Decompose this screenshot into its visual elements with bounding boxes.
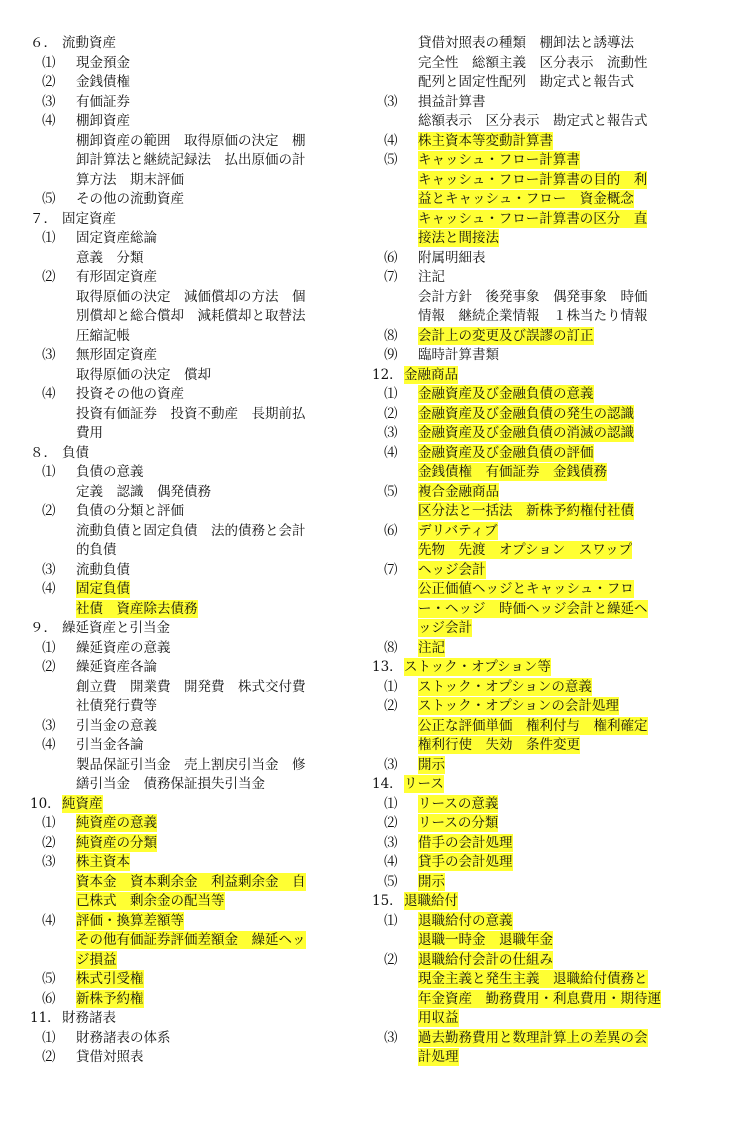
item-number: ⑴ [384, 912, 398, 929]
item-text: 権利行使 失効 条件変更 [418, 737, 580, 753]
detail-line [372, 229, 707, 249]
detail-line [372, 34, 707, 54]
item-text: 配列と固定性配列 勘定式と報告式 [418, 74, 634, 90]
detail-line [30, 327, 340, 347]
detail-line [30, 366, 340, 386]
subsection-item [30, 814, 340, 834]
item-number: 11． [30, 1010, 61, 1026]
item-text: 金銭債権 有価証券 金銭債務 [418, 464, 607, 480]
section-heading [30, 795, 340, 815]
detail-line [30, 541, 340, 561]
item-number: ⑵ [42, 269, 56, 285]
subsection-item [30, 346, 340, 366]
item-number: ⑵ [384, 815, 398, 831]
detail-line [30, 307, 340, 327]
item-text: キャッシュ・フロー計算書の目的 利 [418, 171, 648, 188]
subsection-item [372, 951, 707, 971]
item-text: 貸借対照表の種類 棚卸法と誘導法 [418, 35, 634, 51]
subsection-item [30, 112, 340, 132]
item-number: ⑸ [384, 873, 398, 890]
detail-line [30, 951, 340, 971]
detail-line [372, 931, 707, 951]
item-text: ッジ会計 [418, 620, 472, 636]
section-heading [372, 658, 707, 678]
subsection-item [30, 736, 340, 756]
subsection-item [372, 132, 707, 152]
detail-line [372, 112, 707, 132]
item-number: ⑸ [42, 971, 56, 987]
subsection-item [372, 405, 707, 425]
detail-line [372, 1009, 707, 1029]
item-text: 株式引受権 [76, 971, 144, 987]
detail-line [30, 151, 340, 171]
item-text: キャッシュ・フロー計算書 [418, 152, 580, 168]
left-column [30, 34, 340, 1068]
item-text: 計処理 [418, 1049, 459, 1065]
item-number: ⑶ [384, 425, 398, 441]
item-text: 純資産 [62, 795, 103, 812]
item-text: 投資その他の資産 [76, 386, 184, 402]
subsection-item [372, 912, 707, 932]
detail-line [30, 600, 340, 620]
item-text: 臨時計算書類 [418, 347, 499, 363]
detail-line [372, 717, 707, 737]
item-number: ⑵ [42, 1049, 56, 1065]
item-number: ⑶ [384, 93, 398, 110]
item-text: キャッシュ・フロー計算書の区分 直 [418, 210, 648, 227]
detail-line [372, 541, 707, 561]
detail-line [372, 990, 707, 1010]
item-text: 退職一時金 退職年金 [418, 932, 553, 948]
item-text: 会計上の変更及び誤謬の訂正 [418, 327, 594, 344]
item-number: ⑶ [384, 1029, 398, 1046]
item-number: ９． [30, 620, 57, 636]
item-text: 圧縮記帳 [76, 327, 130, 344]
item-text: 用収益 [418, 1010, 459, 1026]
item-text: 株主資本等変動計算書 [418, 132, 553, 149]
subsection-item [30, 54, 340, 74]
item-text: 意義 分類 [76, 249, 144, 266]
detail-line [30, 483, 340, 503]
section-heading [372, 892, 707, 912]
detail-line [30, 697, 340, 717]
section-heading [30, 210, 340, 230]
item-text: 会計方針 後発事象 偶発事象 時価 [418, 288, 648, 305]
subsection-item [372, 853, 707, 873]
item-number: ⑷ [42, 912, 56, 929]
item-text: 金融資産及び金融負債の評価 [418, 444, 594, 461]
subsection-item [30, 268, 340, 288]
item-text: 貸借対照表 [76, 1049, 144, 1065]
subsection-item [372, 346, 707, 366]
detail-line [30, 424, 340, 444]
item-number: ⑵ [42, 503, 56, 519]
item-text: 金融商品 [404, 366, 458, 383]
item-text: 繕引当金 債務保証損失引当金 [76, 776, 265, 792]
subsection-item [30, 73, 340, 93]
item-text: 繰延資産各論 [76, 659, 157, 675]
item-number: ６． [30, 35, 57, 51]
item-text: 取得原価の決定 償却 [76, 366, 211, 383]
item-text: 財務諸表 [62, 1010, 116, 1026]
subsection-item [372, 151, 707, 171]
item-text: ヘッジ会計 [418, 561, 486, 578]
subsection-item [30, 502, 340, 522]
item-text: ストック・オプションの会計処理 [418, 698, 619, 714]
item-text: 金融資産及び金融負債の消滅の認識 [418, 425, 634, 441]
item-text: 固定資産 [62, 210, 116, 227]
detail-line [372, 54, 707, 74]
subsection-item [30, 990, 340, 1010]
item-number: ⑴ [42, 464, 56, 480]
item-number: ⑷ [384, 854, 398, 870]
item-number: ⑹ [384, 249, 398, 266]
subsection-item [372, 756, 707, 776]
item-text: 年金資産 勤務費用・利息費用・期待運 [418, 990, 661, 1007]
subsection-item [372, 424, 707, 444]
detail-line [372, 171, 707, 191]
subsection-item [30, 463, 340, 483]
item-text: 社債発行費等 [76, 698, 157, 714]
item-text: 区分法と一括法 新株予約権付社債 [418, 503, 634, 519]
item-number: ⑸ [384, 483, 398, 500]
subsection-item [372, 385, 707, 405]
item-number: ⑵ [384, 405, 398, 422]
item-number: ⑷ [384, 444, 398, 461]
item-number: ⑷ [42, 737, 56, 753]
item-text: 棚卸資産の範囲 取得原価の決定 棚 [76, 132, 306, 149]
item-text: 株主資本 [76, 854, 130, 870]
item-text: 己株式 剰余金の配当等 [76, 893, 225, 909]
item-number: ⑶ [42, 93, 56, 110]
detail-line [30, 756, 340, 776]
item-number: ⑵ [42, 74, 56, 90]
item-text: 複合金融商品 [418, 483, 499, 500]
detail-line [30, 892, 340, 912]
right-column [372, 34, 707, 1068]
item-number: ⑶ [384, 834, 398, 851]
detail-line [372, 1048, 707, 1068]
item-text: 取得原価の決定 減価償却の方法 個 [76, 288, 306, 305]
item-text: 接法と間接法 [418, 230, 499, 246]
item-number: ⑴ [42, 639, 56, 656]
subsection-item [30, 912, 340, 932]
item-number: ⑺ [384, 561, 398, 578]
item-text: 引当金各論 [76, 737, 144, 753]
item-text: 的負債 [76, 542, 117, 558]
subsection-item [372, 873, 707, 893]
detail-line [30, 931, 340, 951]
subsection-item [372, 1029, 707, 1049]
subsection-item [30, 1029, 340, 1049]
detail-line [372, 307, 707, 327]
item-number: 15． [372, 893, 403, 909]
item-text: 新株予約権 [76, 990, 144, 1007]
item-text: 注記 [418, 269, 445, 285]
item-text: 開示 [418, 873, 445, 890]
item-text: 棚卸資産 [76, 113, 130, 129]
detail-line [30, 405, 340, 425]
item-text: 現金主義と発生主義 退職給付債務と [418, 971, 648, 987]
subsection-item [30, 639, 340, 659]
subsection-item [372, 639, 707, 659]
item-text: 注記 [418, 639, 445, 656]
item-text: 金融資産及び金融負債の発生の認識 [418, 405, 634, 422]
subsection-item [372, 522, 707, 542]
subsection-item [30, 834, 340, 854]
subsection-item [30, 853, 340, 873]
item-text: 損益計算書 [418, 93, 486, 110]
item-number: ⑴ [42, 230, 56, 246]
item-text: 益とキャッシュ・フロー 資金概念 [418, 191, 634, 207]
detail-line [372, 73, 707, 93]
item-text: 開示 [418, 756, 445, 773]
item-number: 13． [372, 659, 403, 675]
item-text: 公正な評価単価 権利付与 権利確定 [418, 717, 648, 734]
item-number: ⑴ [42, 54, 56, 71]
subsection-item [372, 795, 707, 815]
item-number: ⑸ [384, 152, 398, 168]
detail-line [372, 463, 707, 483]
item-number: ⑶ [42, 717, 56, 734]
item-number: ⑺ [384, 269, 398, 285]
item-number: ８． [30, 444, 57, 461]
subsection-item [372, 327, 707, 347]
item-text: その他の流動資産 [76, 191, 184, 207]
item-text: 流動負債 [76, 561, 130, 578]
item-number: ⑶ [42, 347, 56, 363]
item-text: 純資産の分類 [76, 834, 157, 851]
item-number: ⑶ [42, 561, 56, 578]
detail-line [372, 210, 707, 230]
item-text: 算方法 期末評価 [76, 171, 184, 188]
item-number: ⑴ [384, 795, 398, 812]
item-text: 資本金 資本剰余金 利益剰余金 自 [76, 873, 306, 890]
item-number: ⑴ [384, 386, 398, 402]
item-text: 引当金の意義 [76, 717, 157, 734]
subsection-item [30, 229, 340, 249]
item-text: 製品保証引当金 売上割戻引当金 修 [76, 756, 306, 773]
item-text: 無形固定資産 [76, 347, 157, 363]
item-text: 財務諸表の体系 [76, 1029, 171, 1046]
item-number: ⑹ [384, 522, 398, 539]
detail-line [30, 249, 340, 269]
item-number: ⑵ [42, 659, 56, 675]
section-heading [30, 34, 340, 54]
item-number: 12． [372, 366, 403, 383]
subsection-item [30, 658, 340, 678]
item-number: ⑵ [384, 951, 398, 968]
item-text: 退職給付の意義 [418, 912, 513, 929]
detail-line [30, 522, 340, 542]
section-heading [30, 444, 340, 464]
item-text: 公正価値ヘッジとキャッシュ・フロ [418, 581, 634, 597]
item-text: 貸手の会計処理 [418, 854, 513, 870]
item-text: 負債の意義 [76, 464, 144, 480]
item-text: 退職給付会計の仕組み [418, 951, 553, 968]
subsection-item [30, 561, 340, 581]
item-text: 固定負債 [76, 581, 130, 597]
item-text: 過去勤務費用と数理計算上の差異の会 [418, 1029, 648, 1046]
detail-line [30, 678, 340, 698]
item-text: リースの意義 [418, 795, 499, 812]
subsection-item [372, 678, 707, 698]
detail-line [372, 970, 707, 990]
detail-line [30, 775, 340, 795]
item-text: 定義 認識 偶発債務 [76, 483, 211, 500]
item-number: ⑹ [42, 990, 56, 1007]
item-number: ⑴ [42, 1029, 56, 1046]
section-heading [372, 775, 707, 795]
item-number: ⑵ [384, 698, 398, 714]
item-number: ⑻ [384, 327, 398, 344]
item-text: 金融資産及び金融負債の意義 [418, 386, 594, 402]
item-number: ⑷ [42, 113, 56, 129]
item-text: 流動資産 [62, 35, 116, 51]
detail-line [30, 288, 340, 308]
subsection-item [30, 1048, 340, 1068]
item-text: 流動負債と固定負債 法的債務と会計 [76, 522, 306, 539]
subsection-item [30, 970, 340, 990]
item-text: 創立費 開業費 開発費 株式交付費 [76, 678, 306, 695]
detail-line [372, 736, 707, 756]
item-text: 退職給付 [404, 893, 458, 909]
item-text: 金銭債権 [76, 74, 130, 90]
item-number: ⑵ [42, 834, 56, 851]
item-number: 10． [30, 795, 61, 812]
subsection-item [372, 561, 707, 581]
item-text: 卸計算法と継続記録法 払出原価の計 [76, 152, 306, 168]
subsection-item [30, 190, 340, 210]
subsection-item [372, 483, 707, 503]
detail-line [372, 288, 707, 308]
item-text: ジ損益 [76, 951, 117, 968]
item-number: ⑷ [42, 386, 56, 402]
subsection-item [30, 580, 340, 600]
item-number: ⑴ [42, 815, 56, 831]
item-text: 有価証券 [76, 93, 130, 110]
item-text: 評価・換算差額等 [76, 912, 184, 929]
detail-line [30, 873, 340, 893]
item-text: 負債の分類と評価 [76, 503, 184, 519]
section-heading [372, 366, 707, 386]
item-text: 社債 資産除去債務 [76, 600, 198, 617]
detail-line [372, 580, 707, 600]
item-text: 投資有価証券 投資不動産 長期前払 [76, 405, 306, 422]
subsection-item [372, 93, 707, 113]
item-number: ⑼ [384, 347, 398, 363]
item-text: ストック・オプションの意義 [418, 678, 592, 695]
detail-line [30, 132, 340, 152]
item-text: 完全性 総額主義 区分表示 流動性 [418, 54, 648, 71]
item-number: ⑻ [384, 639, 398, 656]
item-text: ー・ヘッジ 時価ヘッジ会計と繰延ヘ [418, 600, 648, 617]
item-text: 繰延資産の意義 [76, 639, 171, 656]
item-number: ⑷ [42, 581, 56, 597]
item-number: ⑸ [42, 191, 56, 207]
subsection-item [30, 93, 340, 113]
item-text: 費用 [76, 425, 103, 441]
item-text: 別償却と総合償却 減耗償却と取替法 [76, 308, 306, 324]
item-text: 負債 [62, 444, 89, 461]
item-text: ストック・オプション等 [404, 659, 551, 675]
item-number: ７． [30, 210, 57, 227]
section-heading [30, 1009, 340, 1029]
subsection-item [372, 444, 707, 464]
item-text: その他有価証券評価差額金 繰延ヘッ [76, 932, 306, 948]
item-number: ⑷ [384, 132, 398, 149]
item-number: ⑶ [42, 854, 56, 870]
detail-line [372, 190, 707, 210]
item-text: 総額表示 区分表示 勘定式と報告式 [418, 113, 648, 129]
item-number: 14． [372, 776, 403, 792]
subsection-item [372, 268, 707, 288]
detail-line [30, 171, 340, 191]
item-text: 現金預金 [76, 54, 130, 71]
subsection-item [372, 697, 707, 717]
item-text: リースの分類 [418, 815, 499, 831]
item-text: 借手の会計処理 [418, 834, 513, 851]
item-text: 附属明細表 [418, 249, 486, 266]
item-text: 繰延資産と引当金 [62, 620, 170, 636]
detail-line [372, 502, 707, 522]
item-text: 純資産の意義 [76, 815, 157, 831]
item-text: 先物 先渡 オプション スワップ [418, 542, 633, 558]
section-heading [30, 619, 340, 639]
subsection-item [372, 814, 707, 834]
item-text: 有形固定資産 [76, 269, 157, 285]
subsection-item [30, 717, 340, 737]
item-number: ⑴ [384, 678, 398, 695]
item-number: ⑶ [384, 756, 398, 773]
detail-line [372, 600, 707, 620]
subsection-item [372, 249, 707, 269]
item-text: 情報 継続企業情報 １株当たり情報 [418, 308, 648, 324]
subsection-item [30, 385, 340, 405]
subsection-item [372, 834, 707, 854]
detail-line [372, 619, 707, 639]
item-text: 固定資産総論 [76, 230, 157, 246]
item-text: リース [404, 776, 444, 792]
item-text: デリバティブ [418, 522, 498, 539]
